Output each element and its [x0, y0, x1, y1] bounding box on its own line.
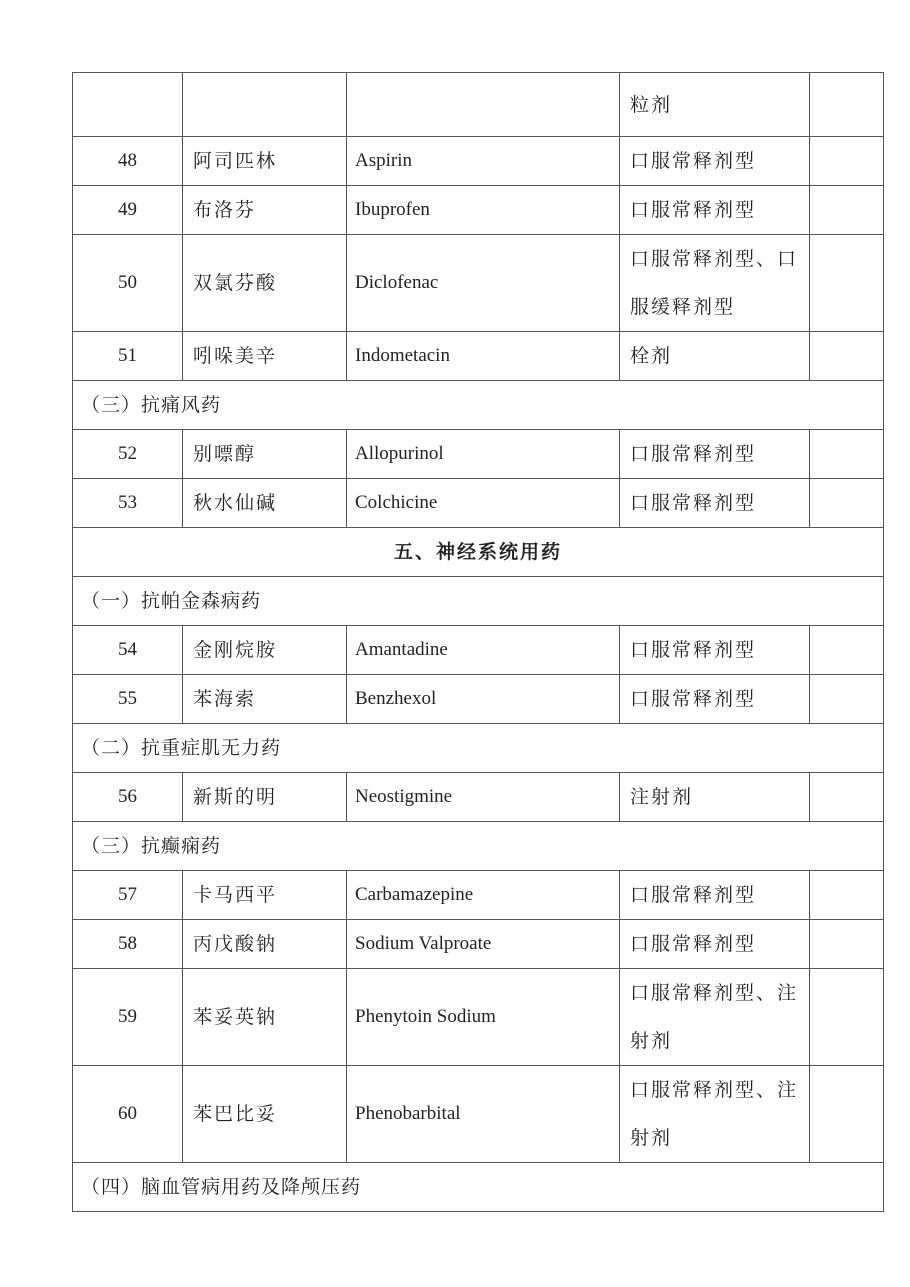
subcategory-label: （一）抗帕金森病药	[73, 577, 884, 626]
remarks-cell	[810, 675, 884, 724]
drug-chinese-name-cell: 双氯芬酸	[183, 235, 347, 332]
table-row	[73, 235, 884, 332]
drug-number-cell: 51	[73, 332, 183, 381]
drug-english-name-cell	[347, 73, 620, 137]
table-row	[73, 969, 884, 1066]
subcategory-row	[73, 381, 884, 430]
dosage-form-cell: 口服常释剂型	[620, 137, 810, 186]
drug-number-cell: 50	[73, 235, 183, 332]
drug-table-body	[73, 73, 884, 1212]
drug-chinese-name-cell: 布洛芬	[183, 186, 347, 235]
category-heading: 五、神经系统用药	[73, 528, 884, 577]
dosage-form-cell: 口服常释剂型、注射剂	[620, 969, 810, 1066]
drug-number-cell: 54	[73, 626, 183, 675]
table-row	[73, 871, 884, 920]
drug-number-cell: 55	[73, 675, 183, 724]
table-row	[73, 773, 884, 822]
drug-english-name-cell: Ibuprofen	[347, 186, 620, 235]
dosage-form-cell: 口服常释剂型	[620, 675, 810, 724]
drug-english-name-cell: Benzhexol	[347, 675, 620, 724]
drug-english-name-cell: Phenobarbital	[347, 1066, 620, 1163]
drug-chinese-name-cell: 苯海索	[183, 675, 347, 724]
drug-list-table	[72, 72, 884, 1212]
drug-number-cell: 56	[73, 773, 183, 822]
remarks-cell	[810, 235, 884, 332]
drug-english-name-cell: Carbamazepine	[347, 871, 620, 920]
subcategory-row	[73, 577, 884, 626]
subcategory-label: （二）抗重症肌无力药	[73, 724, 884, 773]
table-row	[73, 73, 884, 137]
drug-chinese-name-cell: 阿司匹林	[183, 137, 347, 186]
drug-english-name-cell: Colchicine	[347, 479, 620, 528]
remarks-cell	[810, 1066, 884, 1163]
subcategory-row	[73, 1163, 884, 1212]
drug-english-name-cell: Neostigmine	[347, 773, 620, 822]
drug-english-name-cell: Phenytoin Sodium	[347, 969, 620, 1066]
subcategory-row	[73, 822, 884, 871]
drug-english-name-cell: Indometacin	[347, 332, 620, 381]
remarks-cell	[810, 430, 884, 479]
table-row	[73, 626, 884, 675]
drug-chinese-name-cell: 苯巴比妥	[183, 1066, 347, 1163]
drug-english-name-cell: Sodium Valproate	[347, 920, 620, 969]
drug-chinese-name-cell: 卡马西平	[183, 871, 347, 920]
drug-number-cell: 59	[73, 969, 183, 1066]
drug-number-cell: 49	[73, 186, 183, 235]
dosage-form-cell: 口服常释剂型	[620, 186, 810, 235]
drug-english-name-cell: Allopurinol	[347, 430, 620, 479]
drug-number-cell	[73, 73, 183, 137]
table-row	[73, 1066, 884, 1163]
dosage-form-cell: 口服常释剂型	[620, 920, 810, 969]
drug-chinese-name-cell	[183, 73, 347, 137]
remarks-cell	[810, 773, 884, 822]
table-row	[73, 186, 884, 235]
table-row	[73, 675, 884, 724]
dosage-form-cell: 口服常释剂型、口服缓释剂型	[620, 235, 810, 332]
remarks-cell	[810, 479, 884, 528]
dosage-form-cell: 栓剂	[620, 332, 810, 381]
drug-number-cell: 48	[73, 137, 183, 186]
drug-chinese-name-cell: 苯妥英钠	[183, 969, 347, 1066]
subcategory-label: （三）抗痛风药	[73, 381, 884, 430]
drug-english-name-cell: Amantadine	[347, 626, 620, 675]
drug-english-name-cell: Aspirin	[347, 137, 620, 186]
drug-number-cell: 60	[73, 1066, 183, 1163]
table-row	[73, 332, 884, 381]
remarks-cell	[810, 332, 884, 381]
drug-number-cell: 58	[73, 920, 183, 969]
drug-english-name-cell: Diclofenac	[347, 235, 620, 332]
drug-chinese-name-cell: 别嘌醇	[183, 430, 347, 479]
table-row	[73, 920, 884, 969]
subcategory-label: （四）脑血管病用药及降颅压药	[73, 1163, 884, 1212]
dosage-form-cell: 口服常释剂型、注射剂	[620, 1066, 810, 1163]
dosage-form-cell: 口服常释剂型	[620, 871, 810, 920]
table-row	[73, 137, 884, 186]
remarks-cell	[810, 920, 884, 969]
dosage-form-cell: 口服常释剂型	[620, 430, 810, 479]
drug-chinese-name-cell: 秋水仙碱	[183, 479, 347, 528]
remarks-cell	[810, 73, 884, 137]
remarks-cell	[810, 969, 884, 1066]
drug-number-cell: 57	[73, 871, 183, 920]
table-row	[73, 430, 884, 479]
category-heading-row	[73, 528, 884, 577]
drug-chinese-name-cell: 丙戊酸钠	[183, 920, 347, 969]
dosage-form-cell: 注射剂	[620, 773, 810, 822]
dosage-form-cell: 口服常释剂型	[620, 479, 810, 528]
dosage-form-cell: 粒剂	[620, 73, 810, 137]
drug-chinese-name-cell: 新斯的明	[183, 773, 347, 822]
table-row	[73, 479, 884, 528]
remarks-cell	[810, 137, 884, 186]
remarks-cell	[810, 626, 884, 675]
drug-chinese-name-cell: 金刚烷胺	[183, 626, 347, 675]
dosage-form-cell: 口服常释剂型	[620, 626, 810, 675]
remarks-cell	[810, 871, 884, 920]
drug-chinese-name-cell: 吲哚美辛	[183, 332, 347, 381]
subcategory-row	[73, 724, 884, 773]
subcategory-label: （三）抗癫痫药	[73, 822, 884, 871]
remarks-cell	[810, 186, 884, 235]
drug-number-cell: 53	[73, 479, 183, 528]
drug-number-cell: 52	[73, 430, 183, 479]
